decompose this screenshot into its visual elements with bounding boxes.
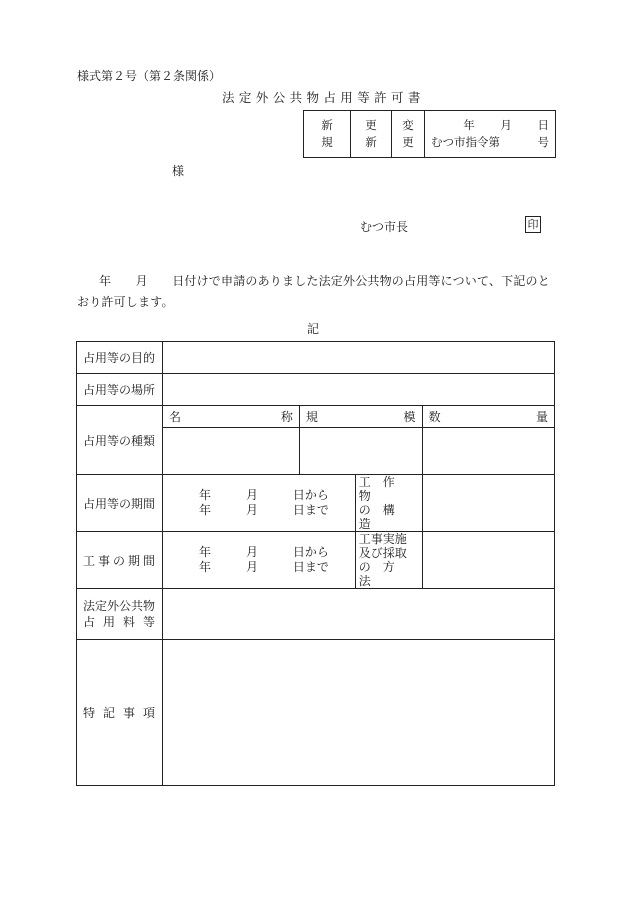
work-period-row — [77, 532, 555, 589]
fee-label: 法定外公共物 占 用 料 等 — [77, 589, 163, 640]
type-quantity-header: 数 量 — [422, 406, 554, 428]
form-number: 様式第２号（第２条関係） — [77, 69, 222, 83]
fee-row — [77, 589, 555, 640]
ki-heading: 記 — [307, 322, 320, 336]
period-label: 占用等の期間 — [77, 475, 163, 532]
purpose-value — [162, 342, 554, 374]
permit-date-number-cell — [425, 111, 556, 158]
type-header-row — [77, 406, 555, 428]
type-name-header: 名 称 — [162, 406, 299, 428]
notes-row — [77, 640, 555, 786]
details-table — [76, 341, 555, 786]
kind-new-line2: 規 — [321, 135, 333, 149]
type-name-value — [162, 428, 299, 475]
work-period-label: 工 事 の 期 間 — [77, 532, 163, 589]
purpose-label: 占用等の目的 — [77, 342, 163, 374]
kind-new-line1: 新 — [321, 118, 333, 132]
kind-renew-line1: 更 — [365, 118, 377, 132]
kind-renew-cell — [351, 111, 392, 158]
period-row — [77, 475, 555, 532]
fee-value — [162, 589, 554, 640]
notes-label: 特 記 事 項 — [77, 640, 163, 786]
place-label: 占用等の場所 — [77, 374, 163, 406]
purpose-row — [77, 342, 555, 374]
method-label: 工事実施 及び採取 の 方 法 — [355, 532, 422, 589]
kind-change-cell — [392, 111, 425, 158]
kind-change-line2: 更 — [402, 135, 414, 149]
type-scale-value — [299, 428, 422, 475]
period-value: 年 月 日から 年 月 日まで — [162, 475, 355, 532]
body-text: 年 月 日付けで申請のありました法定外公共物の占用等について、下記のとおり許可します。 — [77, 274, 550, 309]
structure-value — [422, 475, 554, 532]
place-row — [77, 374, 555, 406]
permit-number-suffix: 号 — [537, 135, 549, 149]
type-quantity-value — [422, 428, 554, 475]
issuer-name: むつ市長 — [360, 220, 409, 234]
type-scale-header: 規 模 — [299, 406, 422, 428]
kind-new-cell — [304, 111, 351, 158]
seal-mark: 印 — [525, 216, 541, 233]
notes-value — [162, 640, 554, 786]
kind-change-line1: 変 — [402, 118, 414, 132]
work-period-value: 年 月 日から 年 月 日まで — [162, 532, 355, 589]
permit-type-box — [303, 110, 556, 158]
type-label: 占用等の種類 — [77, 406, 163, 475]
place-value — [162, 374, 554, 406]
method-value — [422, 532, 554, 589]
permit-number-prefix: むつ市指令第 — [431, 135, 500, 149]
permit-date: 年 月 日 — [463, 118, 549, 132]
addressee-honorific: 様 — [172, 164, 185, 178]
kind-renew-line2: 新 — [365, 135, 377, 149]
document-title: 法定外公共物占用等許可書 — [222, 90, 425, 105]
structure-label: 工 作 物 の 構 造 — [355, 475, 422, 532]
